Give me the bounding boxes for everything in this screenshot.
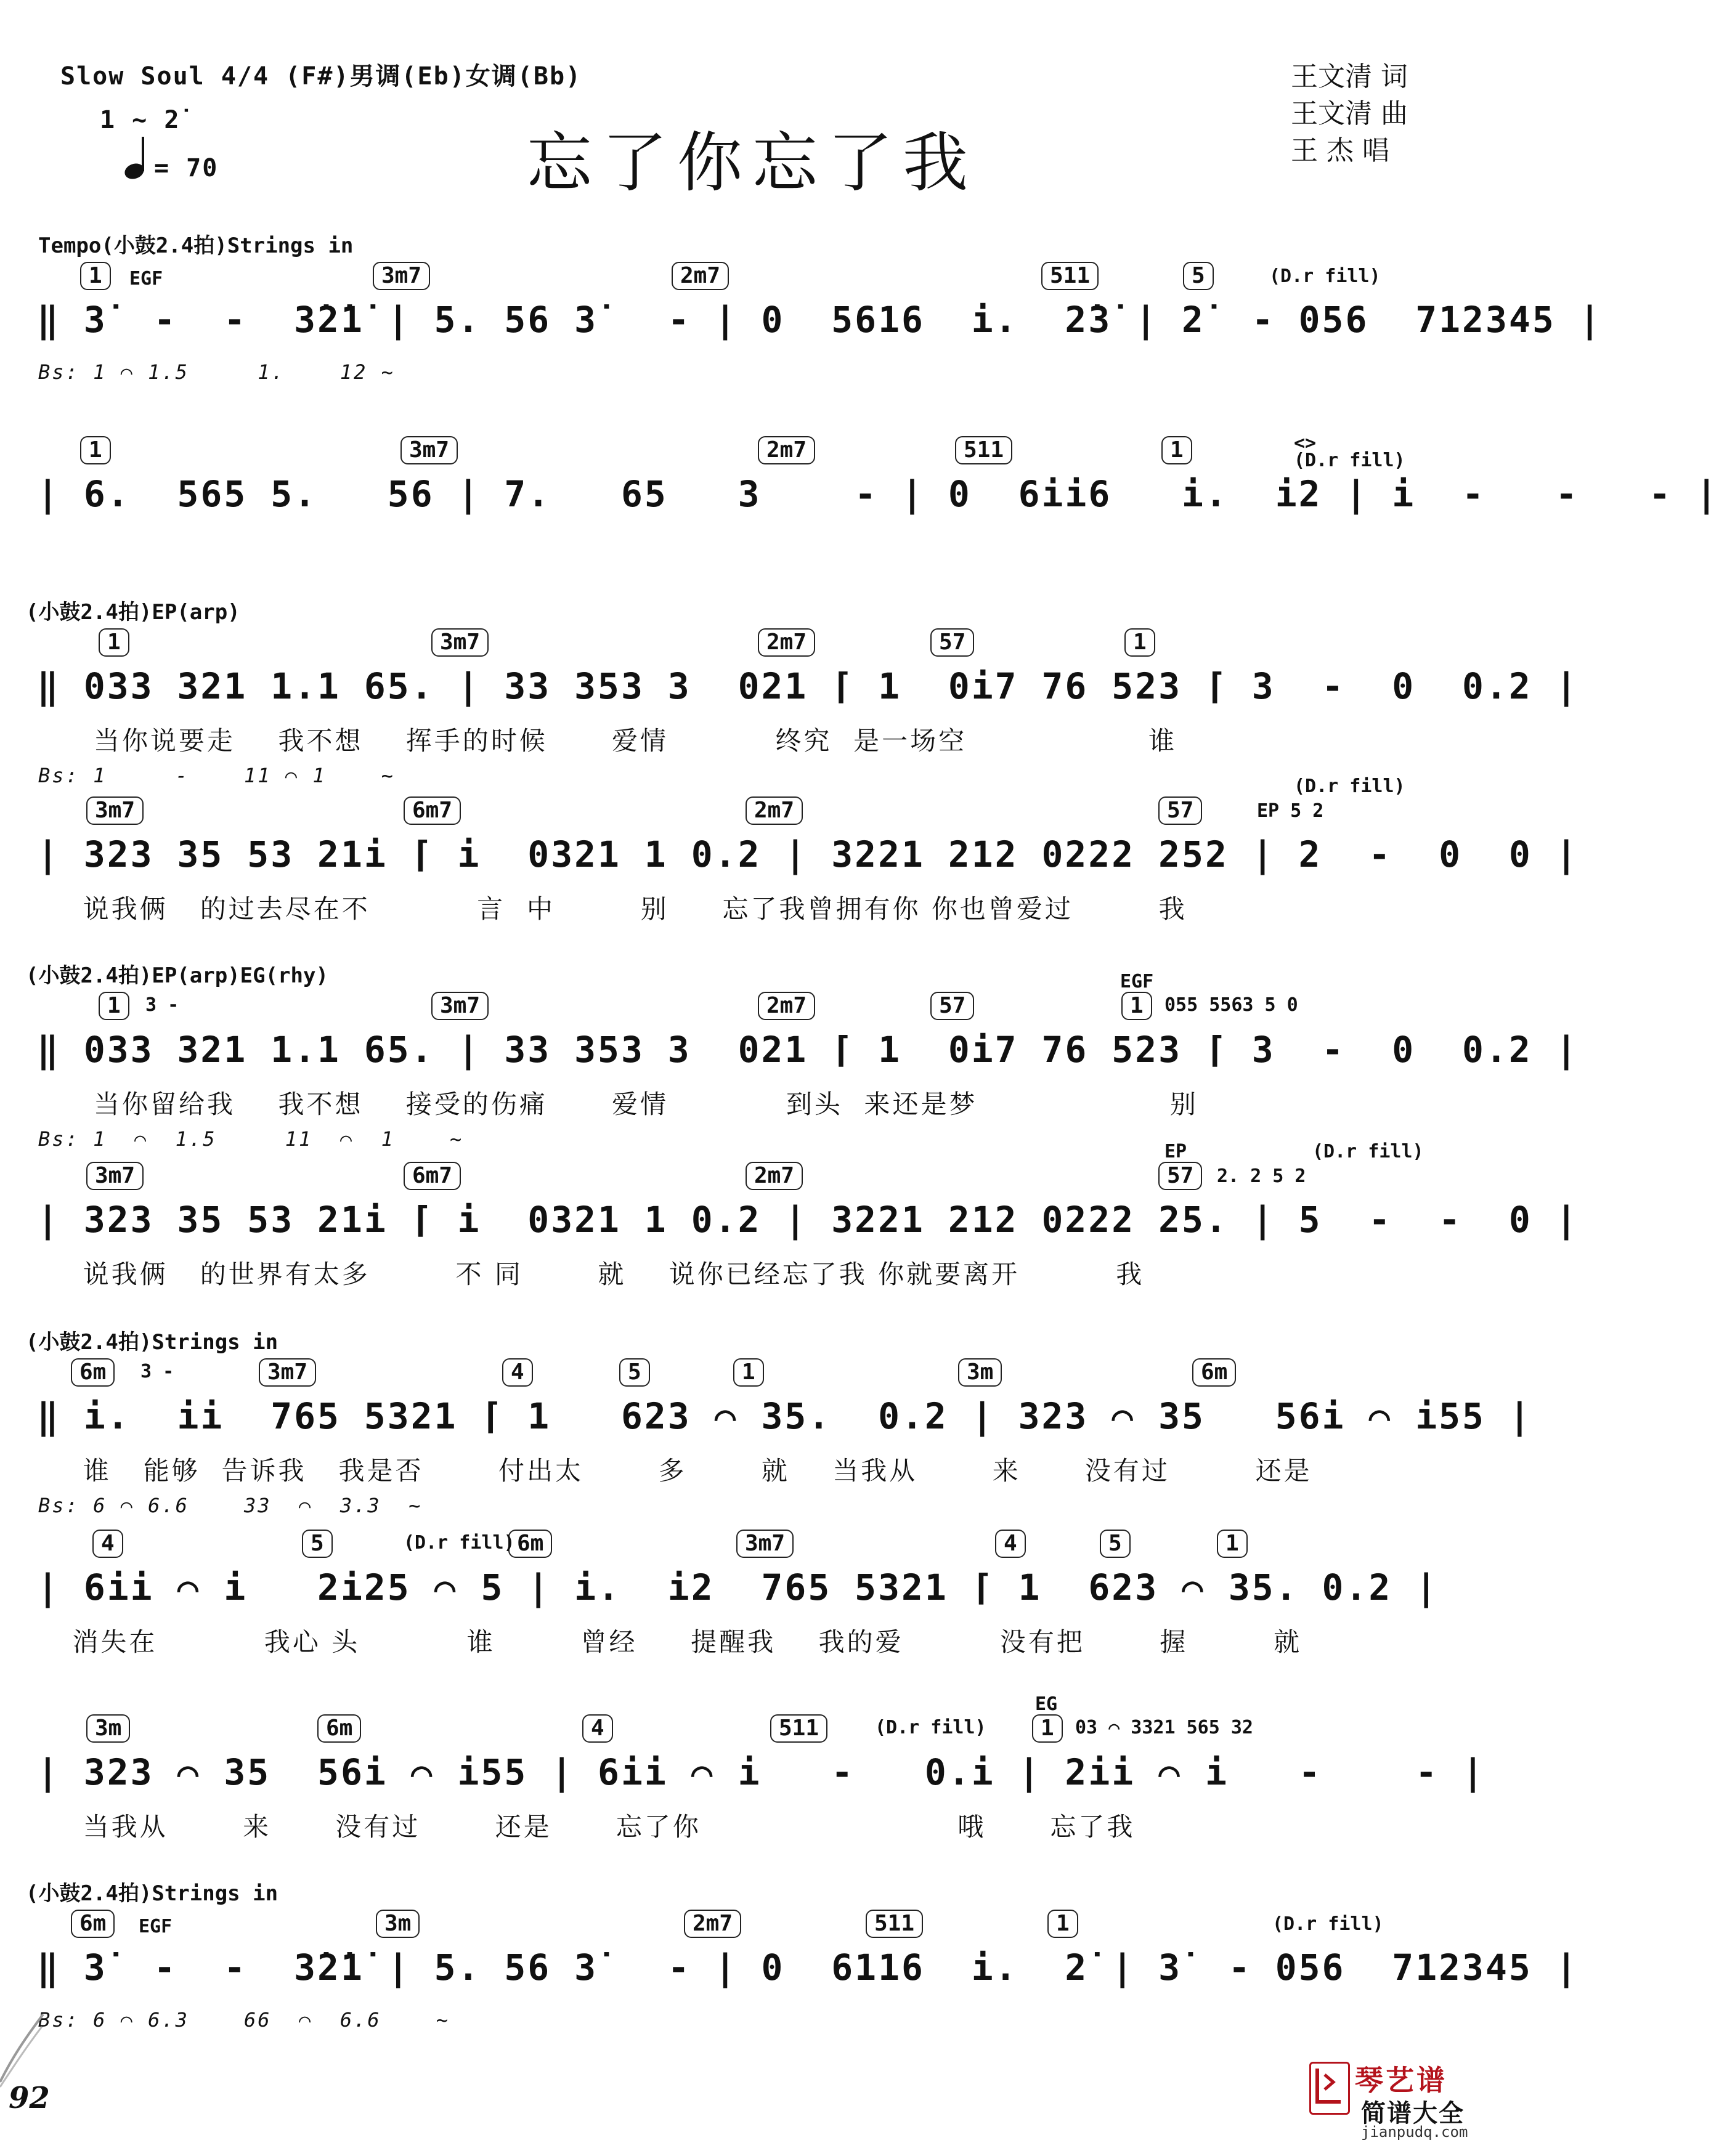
annotation: (D.r fill)	[1272, 1913, 1384, 1935]
chord-symbol: 3m7	[373, 262, 430, 290]
logo-url: jianpudq.com	[1361, 2123, 1468, 2141]
annotation: (D.r fill)	[875, 1717, 986, 1738]
chord-symbol: 1	[1121, 992, 1152, 1020]
chord-symbol: 2m7	[746, 1162, 803, 1190]
chord-symbol: 4	[582, 1714, 613, 1743]
chord-symbol: 3m7	[86, 1162, 144, 1190]
annotation: (D.r fill)	[1269, 265, 1381, 287]
notation-line: | 323 ⌒ 35 56i ⌒ i55 | 6ii ⌒ i - 0.i | 2ii ⌒ i - - |	[37, 1751, 1485, 1793]
chord-symbol: 6m	[508, 1530, 552, 1558]
chord-symbol: 1	[1217, 1530, 1248, 1558]
notation-line: ‖ 3̇ - - 3̇2̇1̇ | 5. 56 3̇ - | 0 6116 i. 2̇ | 3̇ - 056 712345 |	[37, 1947, 1579, 1988]
chord-symbol: 511	[866, 1910, 923, 1938]
annotation: 3 -	[140, 1361, 174, 1382]
chord-symbol: 57	[1158, 1162, 1202, 1190]
song-title: 忘了你忘了我	[527, 125, 978, 201]
credit-lyricist: 王文清 词	[1291, 61, 1408, 92]
chord-symbol: 4	[995, 1530, 1026, 1558]
credit-composer: 王文清 曲	[1291, 98, 1408, 129]
chord-symbol: 3m7	[86, 796, 144, 825]
chord-symbol: 1	[733, 1358, 764, 1387]
chord-symbol: 2m7	[758, 628, 815, 657]
annotation: 055 5563 5 0	[1164, 994, 1298, 1016]
bass-line: Bs: 1 ⌒ 1.5 11 ⌒ 1 ~	[38, 1127, 464, 1151]
notation-line: | 6ii ⌒ i 2i25 ⌒ 5 | i. i2 765 5321 ⌈ 1 623 ⌒ 35. 0.2 |	[37, 1566, 1439, 1608]
section-label: (小鼓2.4拍)EP(arp)EG(rhy)	[26, 963, 328, 988]
annotation: <>	[1294, 432, 1317, 454]
chord-symbol: 2m7	[746, 796, 803, 825]
annotation: 3 -	[145, 994, 179, 1016]
chord-symbol: 2m7	[758, 436, 815, 464]
chord-symbol: 4	[92, 1530, 123, 1558]
chord-symbol: 1	[1032, 1714, 1063, 1743]
credit-singer: 王 杰 唱	[1291, 135, 1389, 166]
logo-icon	[1309, 2062, 1350, 2115]
tempo-value: = 70	[154, 154, 219, 182]
notation-line: | 6. 565 5. 56 | 7. 65 3 - | 0 6ii6 i. i2 | i - - - |	[37, 473, 1719, 515]
bass-line: Bs: 1 - 11 ⌒ 1 ~	[38, 764, 395, 787]
annotation: (D.r fill)	[1294, 776, 1405, 797]
section-label: (小鼓2.4拍)Strings in	[26, 1881, 278, 1906]
bass-line: Bs: 6 ⌒ 6.6 33 ⌒ 3.3 ~	[38, 1494, 423, 1517]
lyrics-line: 当我从 来 没有过 还是 忘了你 哦 忘了我	[62, 1812, 1136, 1842]
notation-line: ‖ 033 321 1.1 65. | 33 353 3 021 ⌈ 1 0i7 76 523 ⌈ 3 - 0 0.2 |	[37, 1029, 1579, 1071]
annotation: EGF	[139, 1916, 173, 1937]
annotation: EGF	[129, 268, 163, 290]
chord-symbol: 6m7	[404, 1162, 461, 1190]
page-number: 92	[9, 2081, 50, 2115]
lyrics-line: 当你留给我 我不想 接受的伤痛 爱情 到头 来还是梦 别	[62, 1089, 1198, 1119]
chord-symbol: 1	[1124, 628, 1155, 657]
chord-symbol: 57	[1158, 796, 1202, 825]
chord-symbol: 1	[80, 436, 111, 464]
chord-symbol: 511	[770, 1714, 827, 1743]
range-line: 1 ~ 2̇	[100, 106, 181, 134]
page-corner-decoration	[0, 2014, 43, 2088]
annotation: (D.r fill)	[1294, 450, 1405, 471]
chord-symbol: 1	[99, 628, 129, 657]
chord-symbol: 3m7	[431, 628, 489, 657]
chord-symbol: 1	[1047, 1910, 1078, 1938]
credits	[1291, 54, 1408, 165]
annotation: (D.r fill)	[1312, 1141, 1424, 1162]
annotation: EP	[1164, 1141, 1187, 1162]
bass-line: Bs: 1 ⌒ 1.5 1. 12 ~	[38, 360, 395, 384]
notation-line: | 323 35 53 21i ⌈ i 0321 1 0.2 | 3221 212 0222 252 | 2 - 0 0 |	[37, 833, 1579, 875]
chord-symbol: 57	[930, 628, 974, 657]
annotation: EP 5 2	[1257, 800, 1324, 822]
chord-symbol: 6m	[71, 1910, 115, 1938]
annotation: EG	[1035, 1693, 1058, 1715]
style-line: Slow Soul 4/4 (F#)男调(Eb)女调(Bb)	[60, 62, 582, 91]
chord-symbol: 6m	[317, 1714, 361, 1743]
chord-symbol: 3m7	[736, 1530, 794, 1558]
chord-symbol: 511	[1041, 262, 1099, 290]
annotation: (D.r fill)	[404, 1532, 515, 1554]
chord-symbol: 1	[99, 992, 129, 1020]
chord-symbol: 5	[619, 1358, 650, 1387]
notation-line: ‖ i. ii 765 5321 ⌈ 1 623 ⌒ 35. 0.2 | 323 ⌒ 35 56i ⌒ i55 |	[37, 1395, 1532, 1437]
chord-symbol: 4	[502, 1358, 533, 1387]
logo-subtitle: 简谱大全	[1361, 2099, 1465, 2128]
notation-line: ‖ 3̇ - - 3̇2̇1̇ | 5. 56 3̇ - | 0 5616 i. 2̇3̇ | 2̇ - 056 712345 |	[37, 299, 1603, 341]
chord-symbol: 3m	[86, 1714, 130, 1743]
chord-symbol: 3m7	[400, 436, 458, 464]
chord-symbol: 1	[80, 262, 111, 290]
lyrics-line: 当你说要走 我不想 挥手的时候 爱情 终究 是一场空 谁	[62, 726, 1177, 756]
lyrics-line: 消失在 我心 头 谁 曾经 提醒我 我的爱 没有把 握 就	[62, 1627, 1302, 1657]
chord-symbol: 2m7	[758, 992, 815, 1020]
bass-line: Bs: 6 ⌒ 6.3 66 ⌒ 6.6 ~	[38, 2008, 450, 2032]
chord-symbol: 6m	[1192, 1358, 1236, 1387]
chord-symbol: 3m7	[259, 1358, 316, 1387]
chord-symbol: 57	[930, 992, 974, 1020]
lyrics-line: 说我俩 的过去尽在不 言 中 别 忘了我曾拥有你 你也曾爱过 我	[62, 894, 1187, 924]
annotation: EGF	[1120, 971, 1154, 992]
lyrics-line: 说我俩 的世界有太多 不 同 就 说你已经忘了我 你就要离开 我	[62, 1259, 1145, 1289]
chord-symbol: 3m7	[431, 992, 489, 1020]
chord-symbol: 2m7	[672, 262, 729, 290]
annotation: 03 ⌒ 3321 565 32	[1075, 1717, 1253, 1738]
chord-symbol: 3m	[376, 1910, 420, 1938]
section-label: (小鼓2.4拍)EP(arp)	[26, 600, 240, 625]
chord-symbol: 1	[1161, 436, 1192, 464]
lyrics-line: 谁 能够 告诉我 我是否 付出太 多 就 当我从 来 没有过 还是	[62, 1456, 1312, 1486]
chord-symbol: 6m	[71, 1358, 115, 1387]
chord-symbol: 2m7	[684, 1910, 741, 1938]
section-label: Tempo(小鼓2.4拍)Strings in	[38, 233, 354, 258]
chord-symbol: 5	[1183, 262, 1214, 290]
chord-symbol: 3m	[958, 1358, 1002, 1387]
site-logo	[1309, 2054, 1488, 2147]
annotation: 2. 2 5 2	[1217, 1165, 1306, 1187]
chord-symbol: 6m7	[404, 796, 461, 825]
chord-symbol: 511	[955, 436, 1012, 464]
notation-line: | 323 35 53 21i ⌈ i 0321 1 0.2 | 3221 212 0222 25. | 5 - - 0 |	[37, 1199, 1579, 1241]
notation-line: ‖ 033 321 1.1 65. | 33 353 3 021 ⌈ 1 0i7 76 523 ⌈ 3 - 0 0.2 |	[37, 665, 1579, 707]
chord-symbol: 5	[302, 1530, 333, 1558]
chord-symbol: 5	[1100, 1530, 1131, 1558]
quarter-note-icon	[123, 137, 148, 180]
section-label: (小鼓2.4拍)Strings in	[26, 1330, 278, 1355]
logo-title: 琴艺谱	[1355, 2064, 1447, 2097]
